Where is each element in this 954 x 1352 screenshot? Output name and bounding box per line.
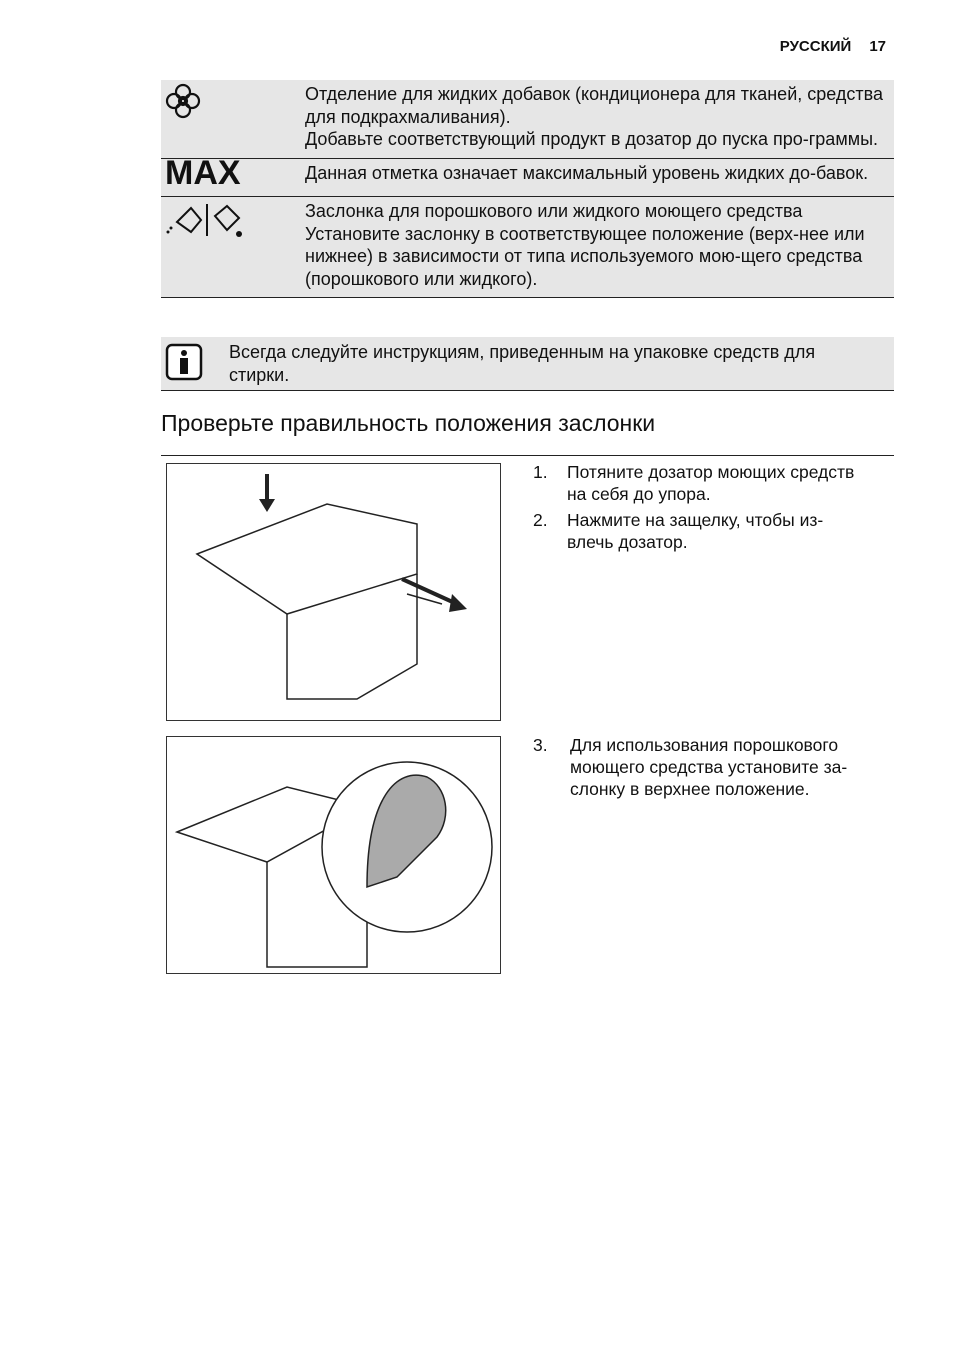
section-heading: Проверьте правильность положения заслонки: [161, 410, 656, 436]
page-number: 17: [869, 38, 886, 55]
illustration-2: [166, 736, 501, 974]
step-text: Для использования порошкового моющего средства установите за-слонку в верхнее положение.: [570, 735, 848, 799]
row-text: Отделение для жидких добавок (кондиционера для тканей, средства для подкрахмаливания). Добавьте соответствующий продукт в дозатор до пуска про-граммы.: [305, 80, 894, 158]
table-row: [161, 158, 894, 197]
step-text: Потяните дозатор моющих средств на себя до упора.: [567, 462, 855, 504]
section-name: РУССКИЙ: [779, 38, 852, 55]
table-row: [161, 197, 894, 298]
table-row: [161, 80, 894, 158]
max-label: [161, 153, 305, 197]
row-text: Данная отметка означает максимальный уровень жидких до-бавок.: [305, 158, 894, 197]
step-text: Нажмите на защелку, чтобы из-влечь дозатор.: [567, 510, 824, 552]
illustration-1: [166, 463, 501, 721]
step-number: 1.: [533, 462, 548, 482]
flap-icon: [161, 197, 305, 298]
step-number: 3.: [533, 735, 548, 755]
symbol-table: [161, 80, 894, 298]
info-note: [161, 337, 894, 391]
flower-icon: [161, 80, 305, 158]
page-header: [780, 38, 886, 55]
row-text: Заслонка для порошкового или жидкого моющего средства Установите заслонку в соответствующее положение (верх-нее или нижнее) в зависимости от типа используемого мою-щего средства (порошкового или жидкого).: [305, 197, 894, 298]
max-text: MAX: [165, 153, 241, 192]
step-number: 2.: [533, 510, 548, 530]
divider: [161, 455, 894, 456]
info-text: Всегда следуйте инструкциям, приведенным на упаковке средств для стирки.: [229, 342, 816, 385]
info-icon: [165, 343, 203, 381]
